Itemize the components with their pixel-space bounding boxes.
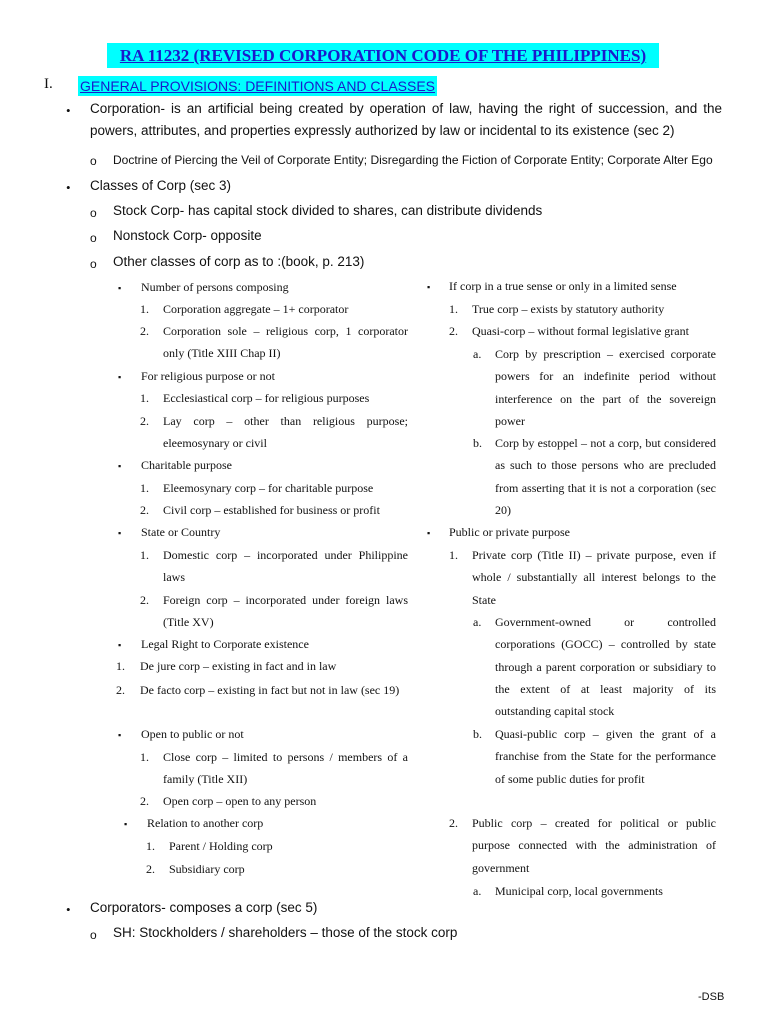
list-item: Corporation sole – religious corp, 1 corporator only (Title XIII Chap II) [163, 324, 408, 361]
square-bullet: ▪ [427, 528, 431, 538]
stock-corp-text: Stock Corp- has capital stock divided to shares, can distribute dividends [113, 203, 543, 218]
list-item: Private corp (Title II) – private purpose, even if whole / substantially all interest belongs to the State [472, 548, 716, 607]
list-letter: a. [473, 884, 482, 898]
list-number: 2. [140, 324, 149, 338]
list-letter: a. [473, 615, 482, 629]
square-bullet: ▪ [118, 640, 122, 650]
list-letter: a. [473, 347, 482, 361]
list-number: 1. [449, 302, 458, 316]
doctrine-text: Doctrine of Piercing the Veil of Corporate Entity; Disregarding the Fiction of Corporate Entity; Corporate Alter Ego [113, 153, 713, 167]
list-number: 2. [140, 414, 149, 428]
list-number: 2. [140, 503, 149, 517]
square-bullet: ▪ [118, 283, 122, 293]
list-number: 1. [140, 750, 149, 764]
classes-label: Classes of Corp (sec 3) [90, 178, 232, 193]
list-number: 2. [116, 683, 125, 697]
list-item: Close corp – limited to persons / members of a family (Title XII) [163, 750, 408, 787]
class-relation: Relation to another corp [147, 816, 264, 830]
square-bullet: ▪ [124, 819, 128, 829]
list-item: Civil corp – established for business or profit [163, 503, 380, 517]
corporation-definition: Corporation- is an artificial being created by operation of law, having the right of succession, and the powers, attributes, and properties expressly authorized by law or incidental to its existence (sec 2) [90, 101, 722, 138]
list-number: 1. [140, 302, 149, 316]
square-bullet: ▪ [427, 282, 431, 292]
list-number: 1. [449, 548, 458, 562]
bullet-corporation: • [66, 103, 71, 118]
list-item: Municipal corp, local governments [495, 884, 663, 898]
circle-bullet-other: o [90, 257, 97, 271]
list-item: Foreign corp – incorporated under foreign laws (Title XV) [163, 593, 408, 630]
list-item: Corp by prescription – exercised corporate powers for an indefinite period without interference on the part of the sovereign power [495, 347, 716, 428]
list-number: 1. [140, 548, 149, 562]
list-number: 1. [140, 481, 149, 495]
section-numeral: I. [44, 76, 53, 92]
list-number: 1. [146, 839, 155, 853]
list-number: 2. [449, 816, 458, 830]
circle-bullet-stock: o [90, 206, 97, 220]
other-classes-text: Other classes of corp as to :(book, p. 213) [113, 254, 365, 269]
document-title: RA 11232 (REVISED CORPORATION CODE OF THE PHILIPPINES) [107, 43, 659, 68]
corporators-text: Corporators- composes a corp (sec 5) [90, 900, 318, 915]
class-purpose: Public or private purpose [449, 525, 570, 539]
list-number: 1. [116, 659, 125, 673]
list-item: Quasi-public corp – given the grant of a franchise from the State for the performance of some public duties for profit [495, 727, 716, 786]
square-bullet: ▪ [118, 461, 122, 471]
square-bullet: ▪ [118, 528, 122, 538]
list-item: Ecclesiastical corp – for religious purposes [163, 391, 370, 405]
list-item: De jure corp – existing in fact and in law [140, 659, 337, 673]
class-persons: Number of persons composing [141, 280, 289, 294]
list-number: 2. [449, 324, 458, 338]
class-religious: For religious purpose or not [141, 369, 275, 383]
list-item: Domestic corp – incorporated under Philippine laws [163, 548, 408, 585]
bullet-classes: • [66, 180, 71, 195]
list-item: Public corp – created for political or public purpose connected with the administration of government [472, 816, 716, 875]
class-sense: If corp in a true sense or only in a limited sense [449, 279, 677, 293]
list-item: Quasi-corp – without formal legislative grant [472, 324, 689, 338]
circle-bullet-doctrine: o [90, 154, 97, 168]
class-state: State or Country [141, 525, 221, 539]
list-item: De facto corp – existing in fact but not in law (sec 19) [140, 683, 400, 697]
list-number: 2. [146, 862, 155, 876]
list-item: Corporation aggregate – 1+ corporator [163, 302, 349, 316]
bullet-corporators: • [66, 902, 71, 917]
list-item: Parent / Holding corp [169, 839, 273, 853]
class-legal: Legal Right to Corporate existence [141, 637, 309, 651]
list-letter: b. [473, 727, 482, 741]
section-heading: GENERAL PROVISIONS: DEFINITIONS AND CLASSES [80, 78, 436, 94]
class-charitable: Charitable purpose [141, 458, 232, 472]
list-item: Subsidiary corp [169, 862, 245, 876]
list-item: Eleemosynary corp – for charitable purpose [163, 481, 374, 495]
circle-bullet-sh: o [90, 928, 97, 942]
footer-initials: -DSB [698, 991, 725, 1003]
stockholders-text: SH: Stockholders / shareholders – those of the stock corp [113, 925, 458, 940]
list-number: 1. [140, 391, 149, 405]
list-item: True corp – exists by statutory authority [472, 302, 665, 316]
list-item: Lay corp – other than religious purpose; eleemosynary or civil [163, 414, 408, 451]
list-number: 2. [140, 593, 149, 607]
class-public: Open to public or not [141, 727, 244, 741]
square-bullet: ▪ [118, 730, 122, 740]
list-item: Government-owned or controlled corporations (GOCC) – controlled by state through a parent corporation or subsidiary to the extent of at least majority of its outstanding capital stock [495, 615, 716, 719]
square-bullet: ▪ [118, 372, 122, 382]
list-item: Open corp – open to any person [163, 794, 317, 808]
nonstock-corp-text: Nonstock Corp- opposite [113, 228, 262, 243]
list-item: Corp by estoppel – not a corp, but considered as such to those persons who are precluded from asserting that it is not a corporation (sec 20) [495, 436, 716, 517]
list-number: 2. [140, 794, 149, 808]
circle-bullet-nonstock: o [90, 231, 97, 245]
list-letter: b. [473, 436, 482, 450]
